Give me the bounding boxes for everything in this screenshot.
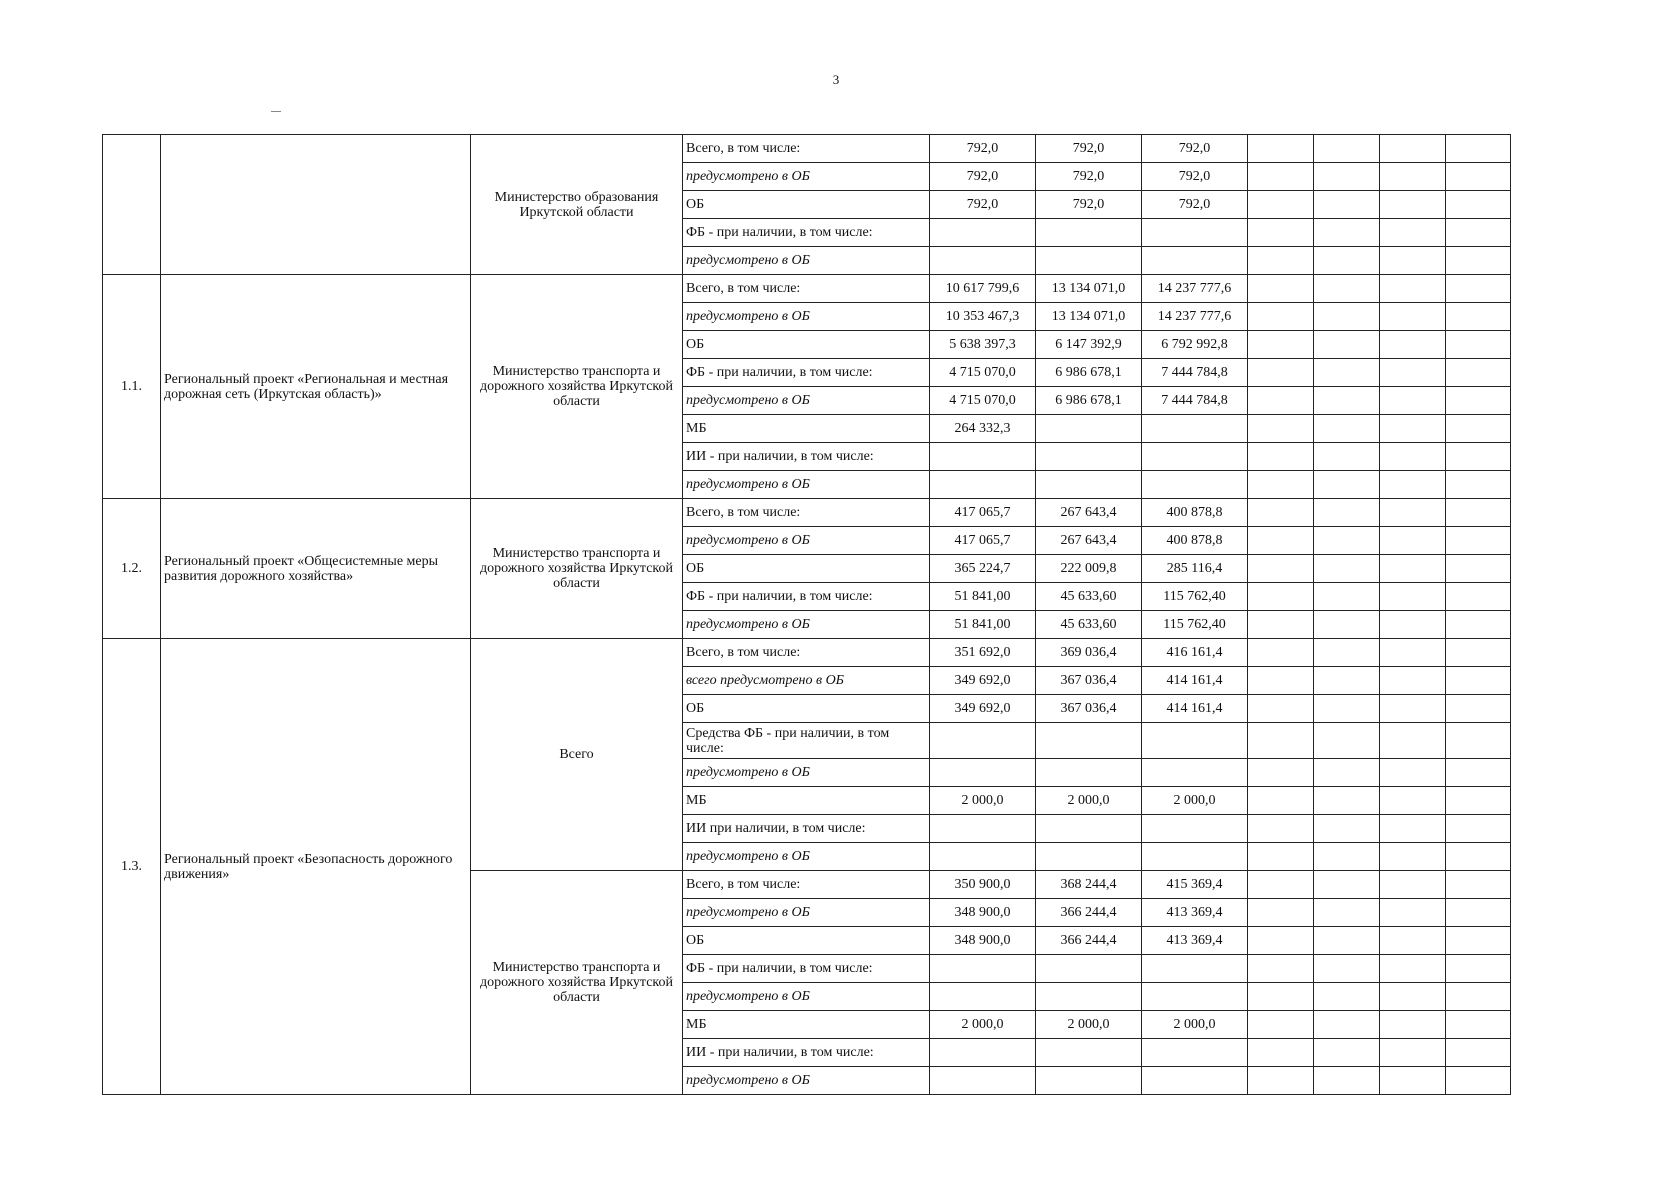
amount-cell: 416 161,4 <box>1142 639 1248 667</box>
amount-cell: 417 065,7 <box>930 499 1036 527</box>
empty-cell <box>1248 639 1314 667</box>
funding-source: предусмотрено в ОБ <box>683 303 930 331</box>
empty-cell <box>1314 1067 1380 1095</box>
empty-cell <box>1446 583 1511 611</box>
amount-cell <box>930 1039 1036 1067</box>
amount-cell <box>1142 1039 1248 1067</box>
funding-source: предусмотрено в ОБ <box>683 899 930 927</box>
amount-cell: 349 692,0 <box>930 695 1036 723</box>
funding-source: предусмотрено в ОБ <box>683 983 930 1011</box>
empty-cell <box>1314 723 1380 759</box>
empty-cell <box>1314 815 1380 843</box>
amount-cell <box>1036 815 1142 843</box>
amount-cell: 368 244,4 <box>1036 871 1142 899</box>
amount-cell: 6 792 992,8 <box>1142 331 1248 359</box>
amount-cell <box>930 955 1036 983</box>
funding-source: ОБ <box>683 555 930 583</box>
empty-cell <box>1248 611 1314 639</box>
empty-cell <box>1248 955 1314 983</box>
project-name: Региональный проект «Региональная и местная дорожная сеть (Иркутская область)» <box>161 275 471 499</box>
empty-cell <box>1248 555 1314 583</box>
empty-cell <box>1248 695 1314 723</box>
amount-cell <box>930 815 1036 843</box>
executor-name: Министерство транспорта и дорожного хозяйства Иркутской области <box>471 275 683 499</box>
empty-cell <box>1380 135 1446 163</box>
amount-cell: 413 369,4 <box>1142 927 1248 955</box>
amount-cell: 792,0 <box>930 163 1036 191</box>
empty-cell <box>1446 331 1511 359</box>
amount-cell: 792,0 <box>930 135 1036 163</box>
amount-cell: 792,0 <box>1142 191 1248 219</box>
empty-cell <box>1248 247 1314 275</box>
amount-cell <box>1036 415 1142 443</box>
empty-cell <box>1380 1011 1446 1039</box>
empty-cell <box>1314 639 1380 667</box>
empty-cell <box>1446 303 1511 331</box>
empty-cell <box>1446 667 1511 695</box>
amount-cell: 45 633,60 <box>1036 583 1142 611</box>
empty-cell <box>1248 415 1314 443</box>
amount-cell <box>1036 219 1142 247</box>
empty-cell <box>1314 1011 1380 1039</box>
empty-cell <box>1314 983 1380 1011</box>
empty-cell <box>1446 499 1511 527</box>
executor-name: Министерство образования Иркутской области <box>471 135 683 275</box>
amount-cell <box>1036 759 1142 787</box>
empty-cell <box>1446 219 1511 247</box>
empty-cell <box>1314 787 1380 815</box>
empty-cell <box>1314 331 1380 359</box>
empty-cell <box>1314 415 1380 443</box>
empty-cell <box>1248 871 1314 899</box>
amount-cell <box>1036 1039 1142 1067</box>
empty-cell <box>1314 759 1380 787</box>
funding-source: ИИ при наличии, в том числе: <box>683 815 930 843</box>
project-name <box>161 135 471 275</box>
empty-cell <box>1314 1039 1380 1067</box>
amount-cell: 10 617 799,6 <box>930 275 1036 303</box>
funding-source: МБ <box>683 1011 930 1039</box>
empty-cell <box>1446 247 1511 275</box>
empty-cell <box>1380 611 1446 639</box>
amount-cell: 792,0 <box>930 191 1036 219</box>
amount-cell: 2 000,0 <box>930 787 1036 815</box>
empty-cell <box>1380 787 1446 815</box>
funding-source: ОБ <box>683 331 930 359</box>
amount-cell: 285 116,4 <box>1142 555 1248 583</box>
empty-cell <box>1446 871 1511 899</box>
funding-source: предусмотрено в ОБ <box>683 387 930 415</box>
amount-cell: 792,0 <box>1142 135 1248 163</box>
empty-cell <box>1314 555 1380 583</box>
empty-cell <box>1380 723 1446 759</box>
empty-cell <box>1380 443 1446 471</box>
empty-cell <box>1248 927 1314 955</box>
amount-cell: 792,0 <box>1142 163 1248 191</box>
empty-cell <box>1314 135 1380 163</box>
empty-cell <box>1446 955 1511 983</box>
empty-cell <box>1248 527 1314 555</box>
amount-cell: 349 692,0 <box>930 667 1036 695</box>
amount-cell: 2 000,0 <box>1036 787 1142 815</box>
empty-cell <box>1446 695 1511 723</box>
empty-cell <box>1248 1039 1314 1067</box>
amount-cell: 366 244,4 <box>1036 899 1142 927</box>
amount-cell <box>1142 955 1248 983</box>
empty-cell <box>1314 303 1380 331</box>
empty-cell <box>1248 387 1314 415</box>
amount-cell <box>930 759 1036 787</box>
empty-cell <box>1248 899 1314 927</box>
empty-cell <box>1248 1011 1314 1039</box>
empty-cell <box>1314 443 1380 471</box>
empty-cell <box>1446 163 1511 191</box>
funding-source: ФБ - при наличии, в том числе: <box>683 219 930 247</box>
empty-cell <box>1446 471 1511 499</box>
amount-cell: 348 900,0 <box>930 899 1036 927</box>
empty-cell <box>1248 471 1314 499</box>
empty-cell <box>1446 527 1511 555</box>
funding-source: Всего, в том числе: <box>683 135 930 163</box>
empty-cell <box>1380 471 1446 499</box>
empty-cell <box>1314 527 1380 555</box>
project-name: Региональный проект «Общесистемные меры развития дорожного хозяйства» <box>161 499 471 639</box>
amount-cell: 222 009,8 <box>1036 555 1142 583</box>
empty-cell <box>1314 927 1380 955</box>
amount-cell: 413 369,4 <box>1142 899 1248 927</box>
empty-cell <box>1446 787 1511 815</box>
empty-cell <box>1380 1039 1446 1067</box>
empty-cell <box>1248 723 1314 759</box>
amount-cell: 2 000,0 <box>1142 787 1248 815</box>
empty-cell <box>1446 611 1511 639</box>
empty-cell <box>1380 247 1446 275</box>
empty-cell <box>1446 555 1511 583</box>
amount-cell: 14 237 777,6 <box>1142 275 1248 303</box>
amount-cell: 366 244,4 <box>1036 927 1142 955</box>
amount-cell <box>1036 1067 1142 1095</box>
amount-cell <box>930 247 1036 275</box>
empty-cell <box>1248 787 1314 815</box>
empty-cell <box>1314 471 1380 499</box>
amount-cell: 2 000,0 <box>930 1011 1036 1039</box>
funding-source: ФБ - при наличии, в том числе: <box>683 955 930 983</box>
empty-cell <box>1380 275 1446 303</box>
amount-cell: 267 643,4 <box>1036 499 1142 527</box>
empty-cell <box>1248 443 1314 471</box>
empty-cell <box>1380 1067 1446 1095</box>
amount-cell: 2 000,0 <box>1142 1011 1248 1039</box>
empty-cell <box>1314 955 1380 983</box>
empty-cell <box>1248 331 1314 359</box>
empty-cell <box>1314 219 1380 247</box>
executor-name: Министерство транспорта и дорожного хозяйства Иркутской области <box>471 499 683 639</box>
funding-source: ФБ - при наличии, в том числе: <box>683 359 930 387</box>
table-row <box>103 639 1511 667</box>
amount-cell <box>1142 723 1248 759</box>
project-name: Региональный проект «Безопасность дорожного движения» <box>161 639 471 1095</box>
empty-cell <box>1380 527 1446 555</box>
page-number: 3 <box>832 72 840 87</box>
empty-cell <box>1314 899 1380 927</box>
empty-cell <box>1248 499 1314 527</box>
empty-cell <box>1446 135 1511 163</box>
amount-cell: 5 638 397,3 <box>930 331 1036 359</box>
empty-cell <box>1248 303 1314 331</box>
amount-cell: 7 444 784,8 <box>1142 359 1248 387</box>
amount-cell <box>1142 983 1248 1011</box>
empty-cell <box>1380 359 1446 387</box>
amount-cell: 4 715 070,0 <box>930 359 1036 387</box>
empty-cell <box>1380 219 1446 247</box>
empty-cell <box>1314 611 1380 639</box>
empty-cell <box>1380 191 1446 219</box>
amount-cell: 414 161,4 <box>1142 667 1248 695</box>
amount-cell: 369 036,4 <box>1036 639 1142 667</box>
empty-cell <box>1248 843 1314 871</box>
amount-cell: 267 643,4 <box>1036 527 1142 555</box>
empty-cell <box>1314 387 1380 415</box>
empty-cell <box>1248 275 1314 303</box>
amount-cell <box>1142 759 1248 787</box>
empty-cell <box>1446 443 1511 471</box>
empty-cell <box>1446 275 1511 303</box>
empty-cell <box>1248 135 1314 163</box>
empty-cell <box>1380 667 1446 695</box>
empty-cell <box>1380 583 1446 611</box>
amount-cell: 400 878,8 <box>1142 499 1248 527</box>
amount-cell: 13 134 071,0 <box>1036 303 1142 331</box>
amount-cell: 51 841,00 <box>930 583 1036 611</box>
amount-cell <box>1036 843 1142 871</box>
funding-source: ОБ <box>683 191 930 219</box>
table-row <box>103 135 1511 163</box>
empty-cell <box>1314 247 1380 275</box>
empty-cell <box>1248 219 1314 247</box>
amount-cell <box>1036 247 1142 275</box>
empty-cell <box>1380 927 1446 955</box>
funding-source: всего предусмотрено в ОБ <box>683 667 930 695</box>
amount-cell: 417 065,7 <box>930 527 1036 555</box>
amount-cell <box>1142 843 1248 871</box>
empty-cell <box>1248 983 1314 1011</box>
empty-cell <box>1380 639 1446 667</box>
empty-cell <box>1380 871 1446 899</box>
amount-cell: 2 000,0 <box>1036 1011 1142 1039</box>
amount-cell: 348 900,0 <box>930 927 1036 955</box>
amount-cell: 4 715 070,0 <box>930 387 1036 415</box>
amount-cell: 350 900,0 <box>930 871 1036 899</box>
empty-cell <box>1380 695 1446 723</box>
amount-cell <box>1036 723 1142 759</box>
empty-cell <box>1446 359 1511 387</box>
funding-source: предусмотрено в ОБ <box>683 163 930 191</box>
amount-cell: 6 986 678,1 <box>1036 359 1142 387</box>
row-number: 1.2. <box>103 499 161 639</box>
empty-cell <box>1314 499 1380 527</box>
table-row <box>103 275 1511 303</box>
funding-source: предусмотрено в ОБ <box>683 611 930 639</box>
empty-cell <box>1248 759 1314 787</box>
empty-cell <box>1248 815 1314 843</box>
funding-source: Всего, в том числе: <box>683 871 930 899</box>
amount-cell: 365 224,7 <box>930 555 1036 583</box>
amount-cell: 51 841,00 <box>930 611 1036 639</box>
funding-source: предусмотрено в ОБ <box>683 247 930 275</box>
empty-cell <box>1314 871 1380 899</box>
empty-cell <box>1314 843 1380 871</box>
amount-cell: 45 633,60 <box>1036 611 1142 639</box>
amount-cell <box>930 843 1036 871</box>
amount-cell: 367 036,4 <box>1036 667 1142 695</box>
empty-cell <box>1380 331 1446 359</box>
amount-cell <box>1142 443 1248 471</box>
amount-cell: 6 147 392,9 <box>1036 331 1142 359</box>
executor-name: Всего <box>471 639 683 871</box>
amount-cell: 414 161,4 <box>1142 695 1248 723</box>
amount-cell: 792,0 <box>1036 163 1142 191</box>
table-row <box>103 499 1511 527</box>
empty-cell <box>1446 639 1511 667</box>
empty-cell <box>1248 191 1314 219</box>
empty-cell <box>1446 415 1511 443</box>
empty-cell <box>1380 955 1446 983</box>
amount-cell: 13 134 071,0 <box>1036 275 1142 303</box>
amount-cell: 7 444 784,8 <box>1142 387 1248 415</box>
amount-cell <box>1036 471 1142 499</box>
funding-source: Всего, в том числе: <box>683 275 930 303</box>
amount-cell <box>1142 471 1248 499</box>
empty-cell <box>1380 499 1446 527</box>
amount-cell: 400 878,8 <box>1142 527 1248 555</box>
funding-source: предусмотрено в ОБ <box>683 527 930 555</box>
empty-cell <box>1314 359 1380 387</box>
empty-cell <box>1314 275 1380 303</box>
amount-cell: 6 986 678,1 <box>1036 387 1142 415</box>
amount-cell: 10 353 467,3 <box>930 303 1036 331</box>
empty-cell <box>1380 387 1446 415</box>
row-number <box>103 135 161 275</box>
empty-cell <box>1446 843 1511 871</box>
funding-source: предусмотрено в ОБ <box>683 471 930 499</box>
amount-cell <box>930 443 1036 471</box>
empty-cell <box>1446 927 1511 955</box>
amount-cell <box>930 219 1036 247</box>
amount-cell: 351 692,0 <box>930 639 1036 667</box>
amount-cell: 792,0 <box>1036 191 1142 219</box>
empty-cell <box>1446 983 1511 1011</box>
empty-cell <box>1380 843 1446 871</box>
empty-cell <box>1314 667 1380 695</box>
amount-cell: 264 332,3 <box>930 415 1036 443</box>
empty-cell <box>1446 1011 1511 1039</box>
funding-source: ИИ - при наличии, в том числе: <box>683 1039 930 1067</box>
funding-table <box>102 134 1511 1095</box>
amount-cell <box>930 983 1036 1011</box>
funding-source: предусмотрено в ОБ <box>683 759 930 787</box>
amount-cell <box>930 723 1036 759</box>
table-body <box>103 135 1511 1095</box>
row-number: 1.3. <box>103 639 161 1095</box>
empty-cell <box>1446 1039 1511 1067</box>
empty-cell <box>1446 815 1511 843</box>
amount-cell: 14 237 777,6 <box>1142 303 1248 331</box>
empty-cell <box>1314 191 1380 219</box>
funding-source: ФБ - при наличии, в том числе: <box>683 583 930 611</box>
empty-cell <box>1248 1067 1314 1095</box>
funding-source: предусмотрено в ОБ <box>683 1067 930 1095</box>
empty-cell <box>1446 759 1511 787</box>
empty-cell <box>1446 723 1511 759</box>
amount-cell <box>1142 1067 1248 1095</box>
empty-cell <box>1446 899 1511 927</box>
empty-cell <box>1248 163 1314 191</box>
empty-cell <box>1314 583 1380 611</box>
amount-cell: 792,0 <box>1036 135 1142 163</box>
empty-cell <box>1380 815 1446 843</box>
funding-source: ОБ <box>683 927 930 955</box>
amount-cell <box>1036 955 1142 983</box>
amount-cell <box>1142 415 1248 443</box>
empty-cell <box>1446 191 1511 219</box>
empty-cell <box>1380 983 1446 1011</box>
amount-cell <box>1036 443 1142 471</box>
funding-source: ИИ - при наличии, в том числе: <box>683 443 930 471</box>
empty-cell <box>1314 695 1380 723</box>
amount-cell <box>1036 983 1142 1011</box>
empty-cell <box>1446 387 1511 415</box>
empty-cell <box>1248 667 1314 695</box>
scan-mark <box>271 111 281 112</box>
empty-cell <box>1314 163 1380 191</box>
funding-source: ОБ <box>683 695 930 723</box>
empty-cell <box>1380 415 1446 443</box>
funding-source: Всего, в том числе: <box>683 499 930 527</box>
empty-cell <box>1380 899 1446 927</box>
empty-cell <box>1380 759 1446 787</box>
amount-cell: 415 369,4 <box>1142 871 1248 899</box>
empty-cell <box>1248 359 1314 387</box>
empty-cell <box>1380 555 1446 583</box>
amount-cell <box>1142 815 1248 843</box>
funding-source: Всего, в том числе: <box>683 639 930 667</box>
empty-cell <box>1446 1067 1511 1095</box>
row-number: 1.1. <box>103 275 161 499</box>
funding-source: предусмотрено в ОБ <box>683 843 930 871</box>
amount-cell <box>1142 219 1248 247</box>
empty-cell <box>1380 163 1446 191</box>
amount-cell <box>1142 247 1248 275</box>
amount-cell: 115 762,40 <box>1142 583 1248 611</box>
amount-cell: 367 036,4 <box>1036 695 1142 723</box>
amount-cell <box>930 1067 1036 1095</box>
funding-source: МБ <box>683 787 930 815</box>
amount-cell <box>930 471 1036 499</box>
funding-source: МБ <box>683 415 930 443</box>
executor-name: Министерство транспорта и дорожного хозяйства Иркутской области <box>471 871 683 1095</box>
funding-source: Средства ФБ - при наличии, в том числе: <box>683 723 930 759</box>
empty-cell <box>1380 303 1446 331</box>
empty-cell <box>1248 583 1314 611</box>
amount-cell: 115 762,40 <box>1142 611 1248 639</box>
